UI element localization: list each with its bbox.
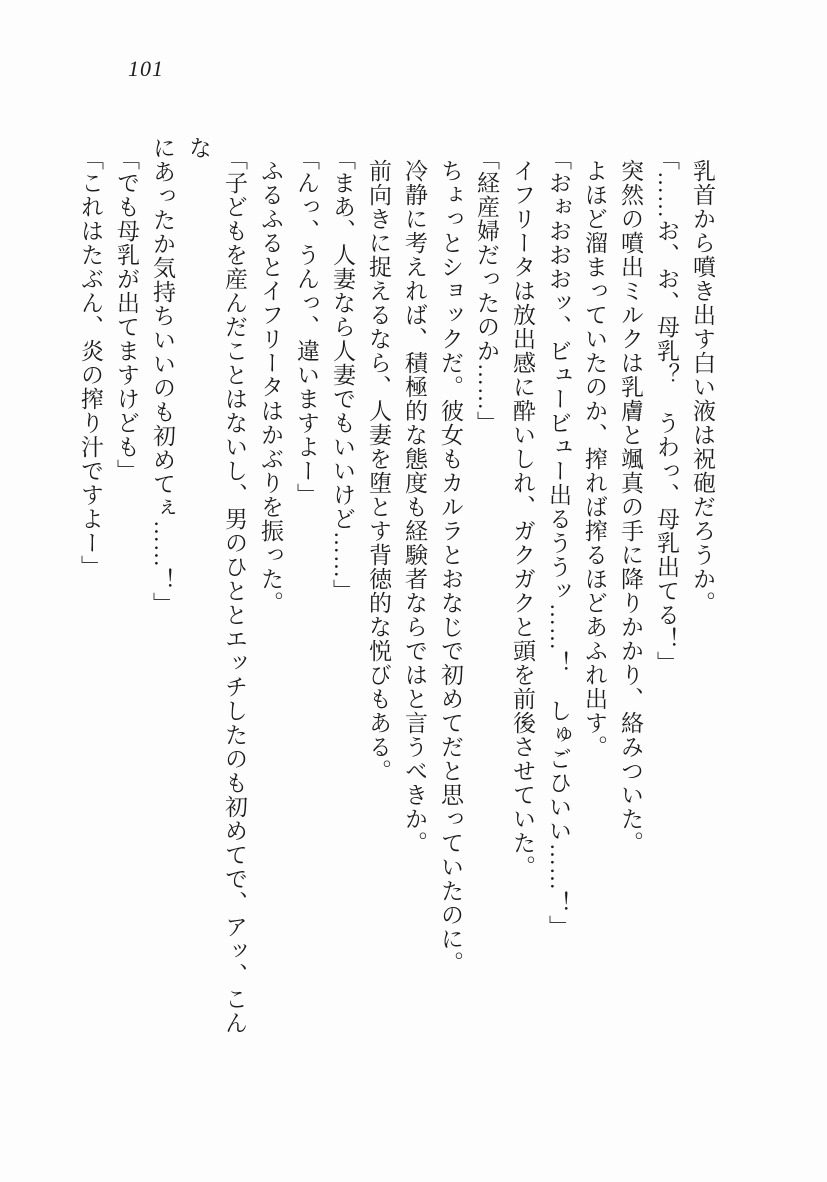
text-column: 「子どもを産んだことはないし、男のひととエッチしたのも初めてで、アッ、こんな bbox=[186, 136, 247, 1035]
text-column: 「これはたぶん、炎の搾り汁ですよー」 bbox=[78, 147, 103, 579]
text-column: にあったか気持ちいいのも初めてぇ……！」 bbox=[150, 136, 175, 616]
text-area bbox=[78, 136, 720, 1056]
text-column: 前向きに捉えるなら、人妻を堕とす背徳的な悦びもある。 bbox=[366, 159, 391, 783]
text-column: 「おぉおおおッ、ビュービュー出るううッ……！ しゅごひいい……！」 bbox=[546, 147, 571, 939]
text-column: 「経産婦だったのか……」 bbox=[474, 147, 499, 435]
text-column: 「んっ、うんっ、違いますよー」 bbox=[294, 147, 319, 507]
text-column: イフリータは放出感に酔いしれ、ガクガクと頭を前後させていた。 bbox=[510, 159, 535, 879]
text-column: 乳首から噴き出す白い液は祝砲だろうか。 bbox=[690, 159, 715, 615]
text-column: 冷静に考えれば、積極的な態度も経験者ならではと言うべきか。 bbox=[402, 159, 427, 855]
text-column: よほど溜まっていたのか、搾れば搾るほどあふれ出す。 bbox=[582, 159, 607, 759]
text-column: ふるふるとイフリータはかぶりを振った。 bbox=[258, 159, 283, 615]
text-column: 「……お、お、母乳？ うわっ、母乳出てる！」 bbox=[654, 147, 679, 675]
text-column: ちょっとショックだ。彼女もカルラとおなじで初めてだと思っていたのに。 bbox=[438, 159, 463, 975]
text-column: 「まあ、人妻なら人妻でもいいけど……」 bbox=[330, 147, 355, 603]
text-column: 「でも母乳が出てますけども」 bbox=[114, 147, 139, 483]
page-number: 101 bbox=[128, 56, 164, 81]
text-column: 突然の噴出ミルクは乳膚と颯真の手に降りかかり、絡みついた。 bbox=[618, 159, 643, 855]
